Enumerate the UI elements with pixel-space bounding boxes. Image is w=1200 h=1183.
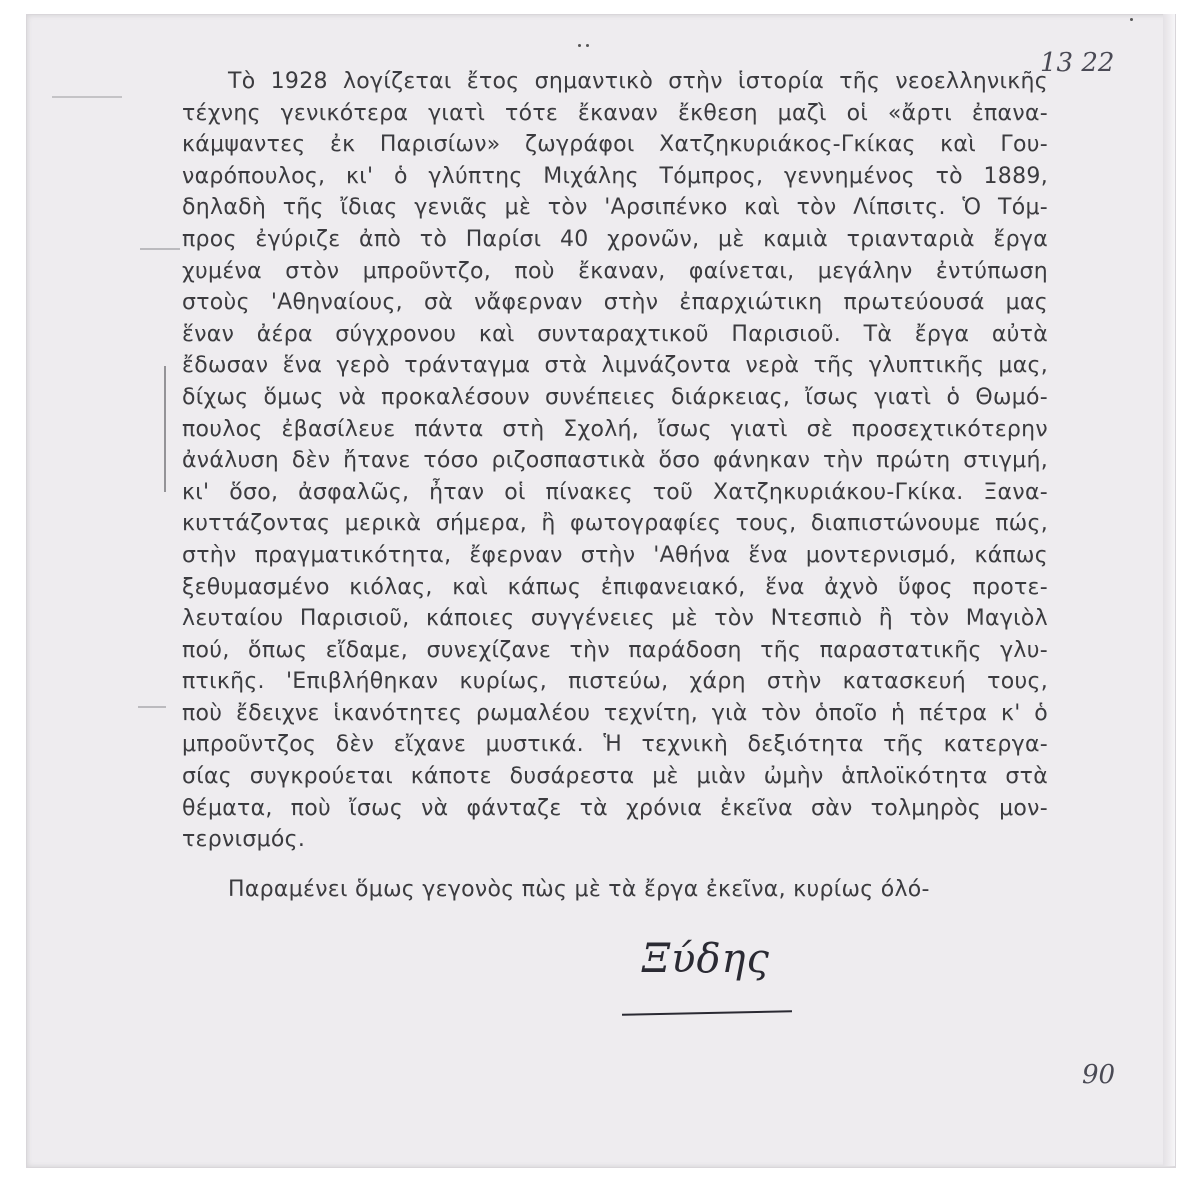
- text-line: στοὺς 'Αθηναίους, σὰ νἄφερναν στὴν ἐπαρχιώτικη πρωτεύουσά μας: [182, 290, 1048, 316]
- text-line: λευταίου Παρισιοῦ, κάποιες συγγένειες μὲ τὸν Ντεσπιὸ ἢ τὸν Μαγιὸλ: [182, 606, 1048, 632]
- text-line: δηλαδὴ τῆς ἴδιας γενιᾶς μὲ τὸν 'Αρσιπένκο καὶ τὸν Λίπσιτς. Ὁ Τόμ-: [182, 195, 1048, 221]
- paragraph-gap: [182, 856, 1048, 874]
- signature: [622, 932, 802, 1022]
- text-line: πού, ὅπως εἴδαμε, συνεχίζανε τὴν παράδοση τῆς παραστατικῆς γλυ-: [182, 637, 1048, 663]
- text-line: στὴν πραγματικότητα, ἔφερναν στὴν 'Αθήνα ἕνα μοντερνισμό, κάπως: [182, 542, 1048, 568]
- text-line: μπροῦντζος δὲν εἴχανε μυστικά. Ἡ τεχνικὴ δεξιότητα τῆς κατεργα-: [182, 732, 1048, 758]
- margin-bracket: [164, 366, 166, 492]
- text-line: σίας συγκρούεται κάποτε δυσάρεστα μὲ μιὰν ὠμὴν ἁπλοϊκότητα στὰ: [182, 764, 1048, 790]
- margin-mark: [138, 706, 166, 708]
- text-line: κυττάζοντας μερικὰ σήμερα, ἢ φωτογραφίες τους, διαπιστώνουμε πώς,: [182, 511, 1048, 537]
- signature-text: Ξύδης: [642, 936, 770, 982]
- handwritten-page-number: 90: [1082, 1060, 1116, 1090]
- text-line: κι' ὅσο, ἀσφαλῶς, ἦταν οἱ πίνακες τοῦ Χατζηκυριάκου-Γκίκα. Ξανα-: [182, 479, 1048, 505]
- margin-dot: [1130, 18, 1133, 21]
- text-line: πουλος ἐβασίλευε πάντα στὴ Σχολή, ἴσως γιατὶ σὲ προσεχτικότερην: [182, 416, 1048, 442]
- margin-dot: [586, 44, 589, 47]
- text-line: θέματα, ποὺ ἴσως νὰ φάνταζε τὰ χρόνια ἐκεῖνα σὰν τολμηρὸς μον-: [182, 795, 1048, 821]
- text-line: δίχως ὅμως νὰ προκαλέσουν συνέπειες διάρκειας, ἴσως γιατὶ ὁ Θωμό-: [182, 384, 1048, 410]
- text-line: χυμένα στὸν μπροῦντζο, ποὺ ἔκαναν, φαίνεται, μεγάλην ἐντύπωση: [182, 258, 1048, 284]
- text-line: ξεθυμασμένο κιόλας, καὶ κάπως ἐπιφανειακό, ἕνα ἀχνὸ ὕφος προτε-: [182, 574, 1048, 600]
- text-line: τερνισμός.: [182, 827, 306, 853]
- text-line: ποὺ ἔδειχνε ἱκανότητες ρωμαλέου τεχνίτη, γιὰ τὸν ὁποῖο ἡ πέτρα κ' ὁ: [182, 700, 1048, 726]
- text-line: ἕναν ἀέρα σύγχρονου καὶ συνταραχτικοῦ Παρισιοῦ. Τὰ ἔργα αὐτὰ: [182, 321, 1048, 347]
- text-line: τέχνης γενικότερα γιατὶ τότε ἔκαναν ἔκθεση μαζὶ οἱ «ἄρτι ἐπανα-: [182, 100, 1048, 126]
- signature-underline: [622, 1010, 792, 1016]
- page-edge-shadow: [1163, 14, 1175, 1166]
- handwritten-annotation-top: 13 22: [1040, 48, 1115, 78]
- text-line: κάμψαντες ἐκ Παρισίων» ζωγράφοι Χατζηκυριάκος-Γκίκας καὶ Γου-: [182, 132, 1048, 158]
- second-paragraph: Παραμένει ὅμως γεγονὸς πὼς μὲ τὰ ἔργα ἐκεῖνα, κυρίως όλό-: [228, 876, 930, 902]
- margin-mark: [140, 248, 180, 250]
- text-line: πτικῆς. 'Επιβλήθηκαν κυρίως, πιστεύω, χάρη στὴν κατασκευή τους,: [182, 669, 1048, 695]
- article-text: [182, 66, 1048, 905]
- text-line: Τὸ 1928 λογίζεται ἔτος σημαντικὸ στὴν ἱστορία τῆς νεοελληνικῆς: [228, 69, 1048, 94]
- text-line: προς ἐγύριζε ἀπὸ τὸ Παρίσι 40 χρονῶν, μὲ καμιὰ τριανταριὰ ἔργα: [182, 226, 1048, 252]
- margin-mark: [52, 96, 122, 98]
- text-line: ναρόπουλος, κι' ὁ γλύπτης Μιχάλης Τόμπρος, γεννημένος τὸ 1889,: [182, 163, 1048, 189]
- text-line: ἔδωσαν ἕνα γερὸ τράνταγμα στὰ λιμνάζοντα νερὰ τῆς γλυπτικῆς μας,: [182, 353, 1048, 379]
- margin-dot: [578, 44, 581, 47]
- text-line: ἀνάλυση δὲν ἤτανε τόσο ριζοσπαστικὰ ὅσο φάνηκαν τὴν πρώτη στιγμή,: [182, 448, 1048, 474]
